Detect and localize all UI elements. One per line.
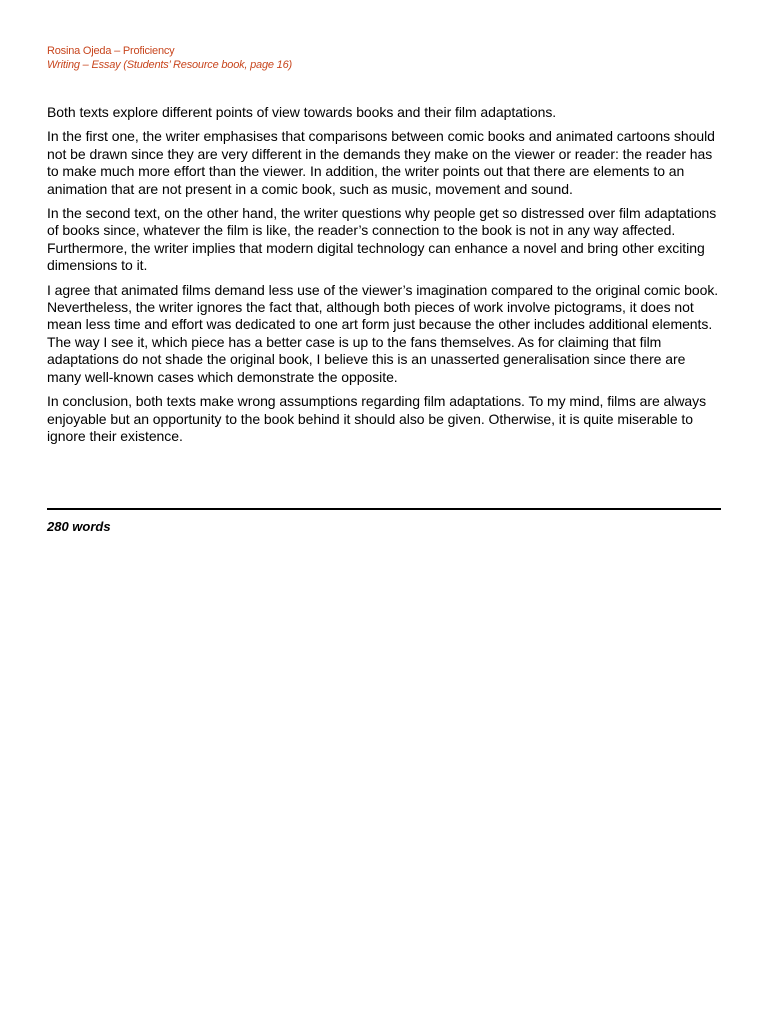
essay-paragraph-conclusion: In conclusion, both texts make wrong assumptions regarding film adaptations. To my mind, films are always enjoyable but an opportunity to the book behind it should also be given. Otherwise, it is quite miserable to ignore their existence. [47, 393, 707, 444]
essay-paragraph-opinion: I agree that animated films demand less use of the viewer’s imagination compared to the original comic book. Nevertheless, the writer ignores the fact that, although both pieces of work involve pictograms, it does not mean less time and effort was dedicated to one art form just because the other includes additional elements. The way I see it, which piece has a better case is up to the fans themselves. As for claiming that film adaptations do not shade the original book, I believe this is an unasserted generalisation since there are many well-known cases which demonstrate the opposite. [47, 281, 719, 385]
author-line: Rosina Ojeda – Proficiency [47, 45, 175, 57]
task-line: Writing – Essay (Students’ Resource book, page 16) [47, 59, 292, 71]
essay-paragraph-first-text: In the first one, the writer emphasises that comparisons between comic books and animated cartoons should not be drawn since they are very different in the demands they make on the viewer or reader: the reader has to make much more effort than the viewer. In addition, the writer points out that there are elements to an animation that are not present in a comic book, such as music, movement and sound. [47, 128, 715, 197]
horizontal-divider [47, 508, 721, 510]
essay-body [47, 104, 723, 452]
word-count: 280 words [47, 519, 111, 534]
essay-paragraph-intro: Both texts explore different points of view towards books and their film adaptations. [47, 104, 557, 120]
document-header [47, 44, 727, 72]
essay-paragraph-second-text: In the second text, on the other hand, the writer questions why people get so distressed over film adaptations of books since, whatever the film is like, the reader’s connection to the book is not in any way affected. Furthermore, the writer implies that modern digital technology can enhance a novel and bring other exciting dimensions to it. [47, 205, 717, 274]
